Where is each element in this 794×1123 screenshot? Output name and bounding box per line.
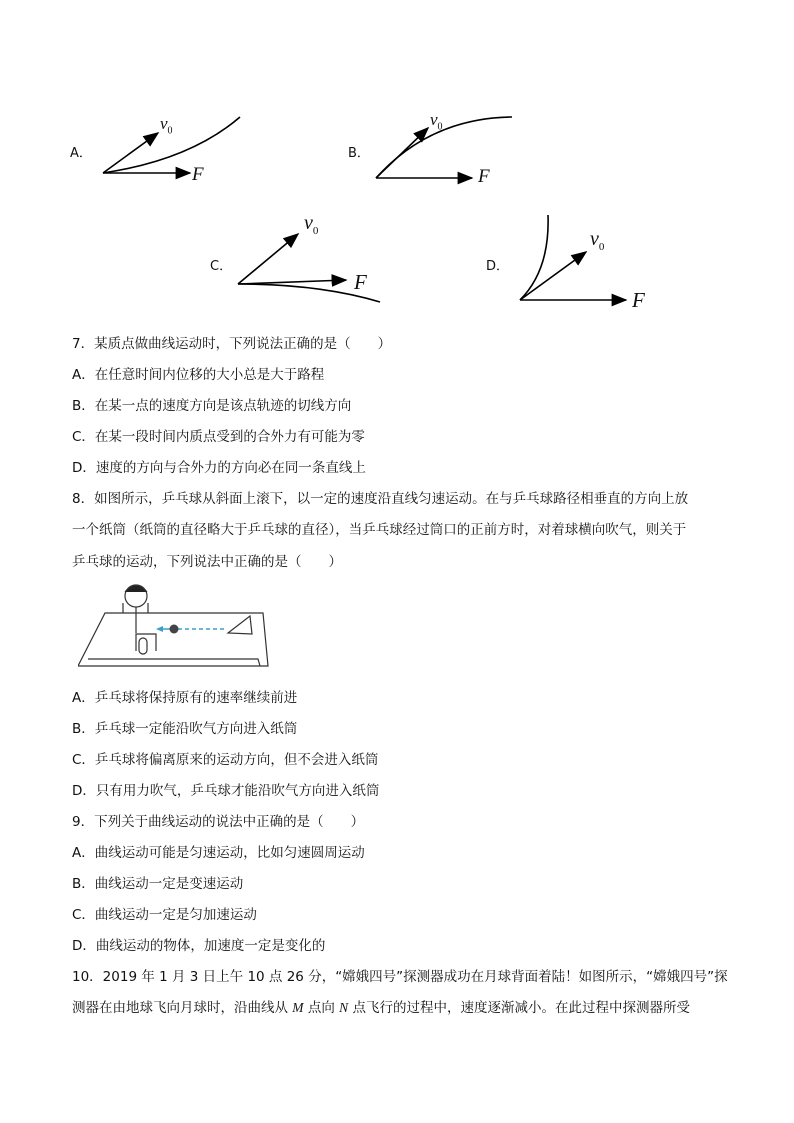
q7-option-a: A．在任意时间内位移的大小总是大于路程 <box>72 367 325 383</box>
f-label: F <box>632 288 645 312</box>
f-label: F <box>192 164 204 185</box>
q7-option-d: D．速度的方向与合外力的方向必在同一条直线上 <box>72 460 366 476</box>
diagram-d <box>520 215 626 300</box>
q10-stem-line2: 测器在由地球飞向月球时，沿曲线从 M 点向 N 点飞行的过程中，速度逐渐减小。在此过程中探测器所受 <box>72 1000 690 1016</box>
option-a-label: A． <box>70 146 92 161</box>
v0-label: $v_0$ <box>590 228 605 253</box>
q7-option-b: B．在某一点的速度方向是该点轨迹的切线方向 <box>72 398 352 414</box>
q7-stem: 7．某质点做曲线运动时，下列说法正确的是（ ） <box>72 336 392 352</box>
ping-pong-figure <box>78 578 278 670</box>
q9-option-a: A．曲线运动可能是匀速运动，比如匀速圆周运动 <box>72 845 365 861</box>
q7-option-c: C．在某一段时间内质点受到的合外力有可能为零 <box>72 429 365 445</box>
q8-stem-line2: 一个纸筒（纸筒的直径略大于乒乓球的直径），当乒乓球经过筒口的正前方时，对着球横向吹气，则关于 <box>72 522 687 538</box>
q8-option-c: C．乒乓球将偏离原来的运动方向，但不会进入纸筒 <box>72 752 379 768</box>
q9-option-c: C．曲线运动一定是匀加速运动 <box>72 907 257 923</box>
option-c-label: C． <box>210 259 233 274</box>
q8-option-b: B．乒乓球一定能沿吹气方向进入纸筒 <box>72 721 298 737</box>
q10-stem-line1: 10．2019 年 1 月 3 日上午 10 点 26 分，“嫦娥四号”探测器成功在月球背面着陆！如图所示，“嫦娥四号”探 <box>72 969 728 985</box>
q8-option-a: A．乒乓球将保持原有的速率继续前进 <box>72 690 298 706</box>
v0-label: $v_0$ <box>160 114 173 137</box>
f-label: F <box>478 166 490 187</box>
option-d-label: D． <box>486 259 510 274</box>
q9-option-b: B．曲线运动一定是变速运动 <box>72 876 244 892</box>
q6-diagrams <box>0 0 794 330</box>
q8-stem-line3: 乒乓球的运动，下列说法中正确的是（ ） <box>72 554 342 570</box>
diagram-b <box>376 117 512 178</box>
option-b-label: B． <box>348 146 370 161</box>
q8-option-d: D．只有用力吹气，乒乓球才能沿吹气方向进入纸筒 <box>72 783 380 799</box>
q8-stem-line1: 8．如图所示，乒乓球从斜面上滚下，以一定的速度沿直线匀速运动。在与乒乓球路径相垂直的方向上放 <box>72 491 689 507</box>
v0-label: $v_0$ <box>430 110 443 133</box>
q9-option-d: D．曲线运动的物体，加速度一定是变化的 <box>72 938 326 954</box>
v0-label: $v_0$ <box>304 212 319 237</box>
q9-stem: 9．下列关于曲线运动的说法中正确的是（ ） <box>72 814 365 830</box>
f-label: F <box>354 270 367 294</box>
